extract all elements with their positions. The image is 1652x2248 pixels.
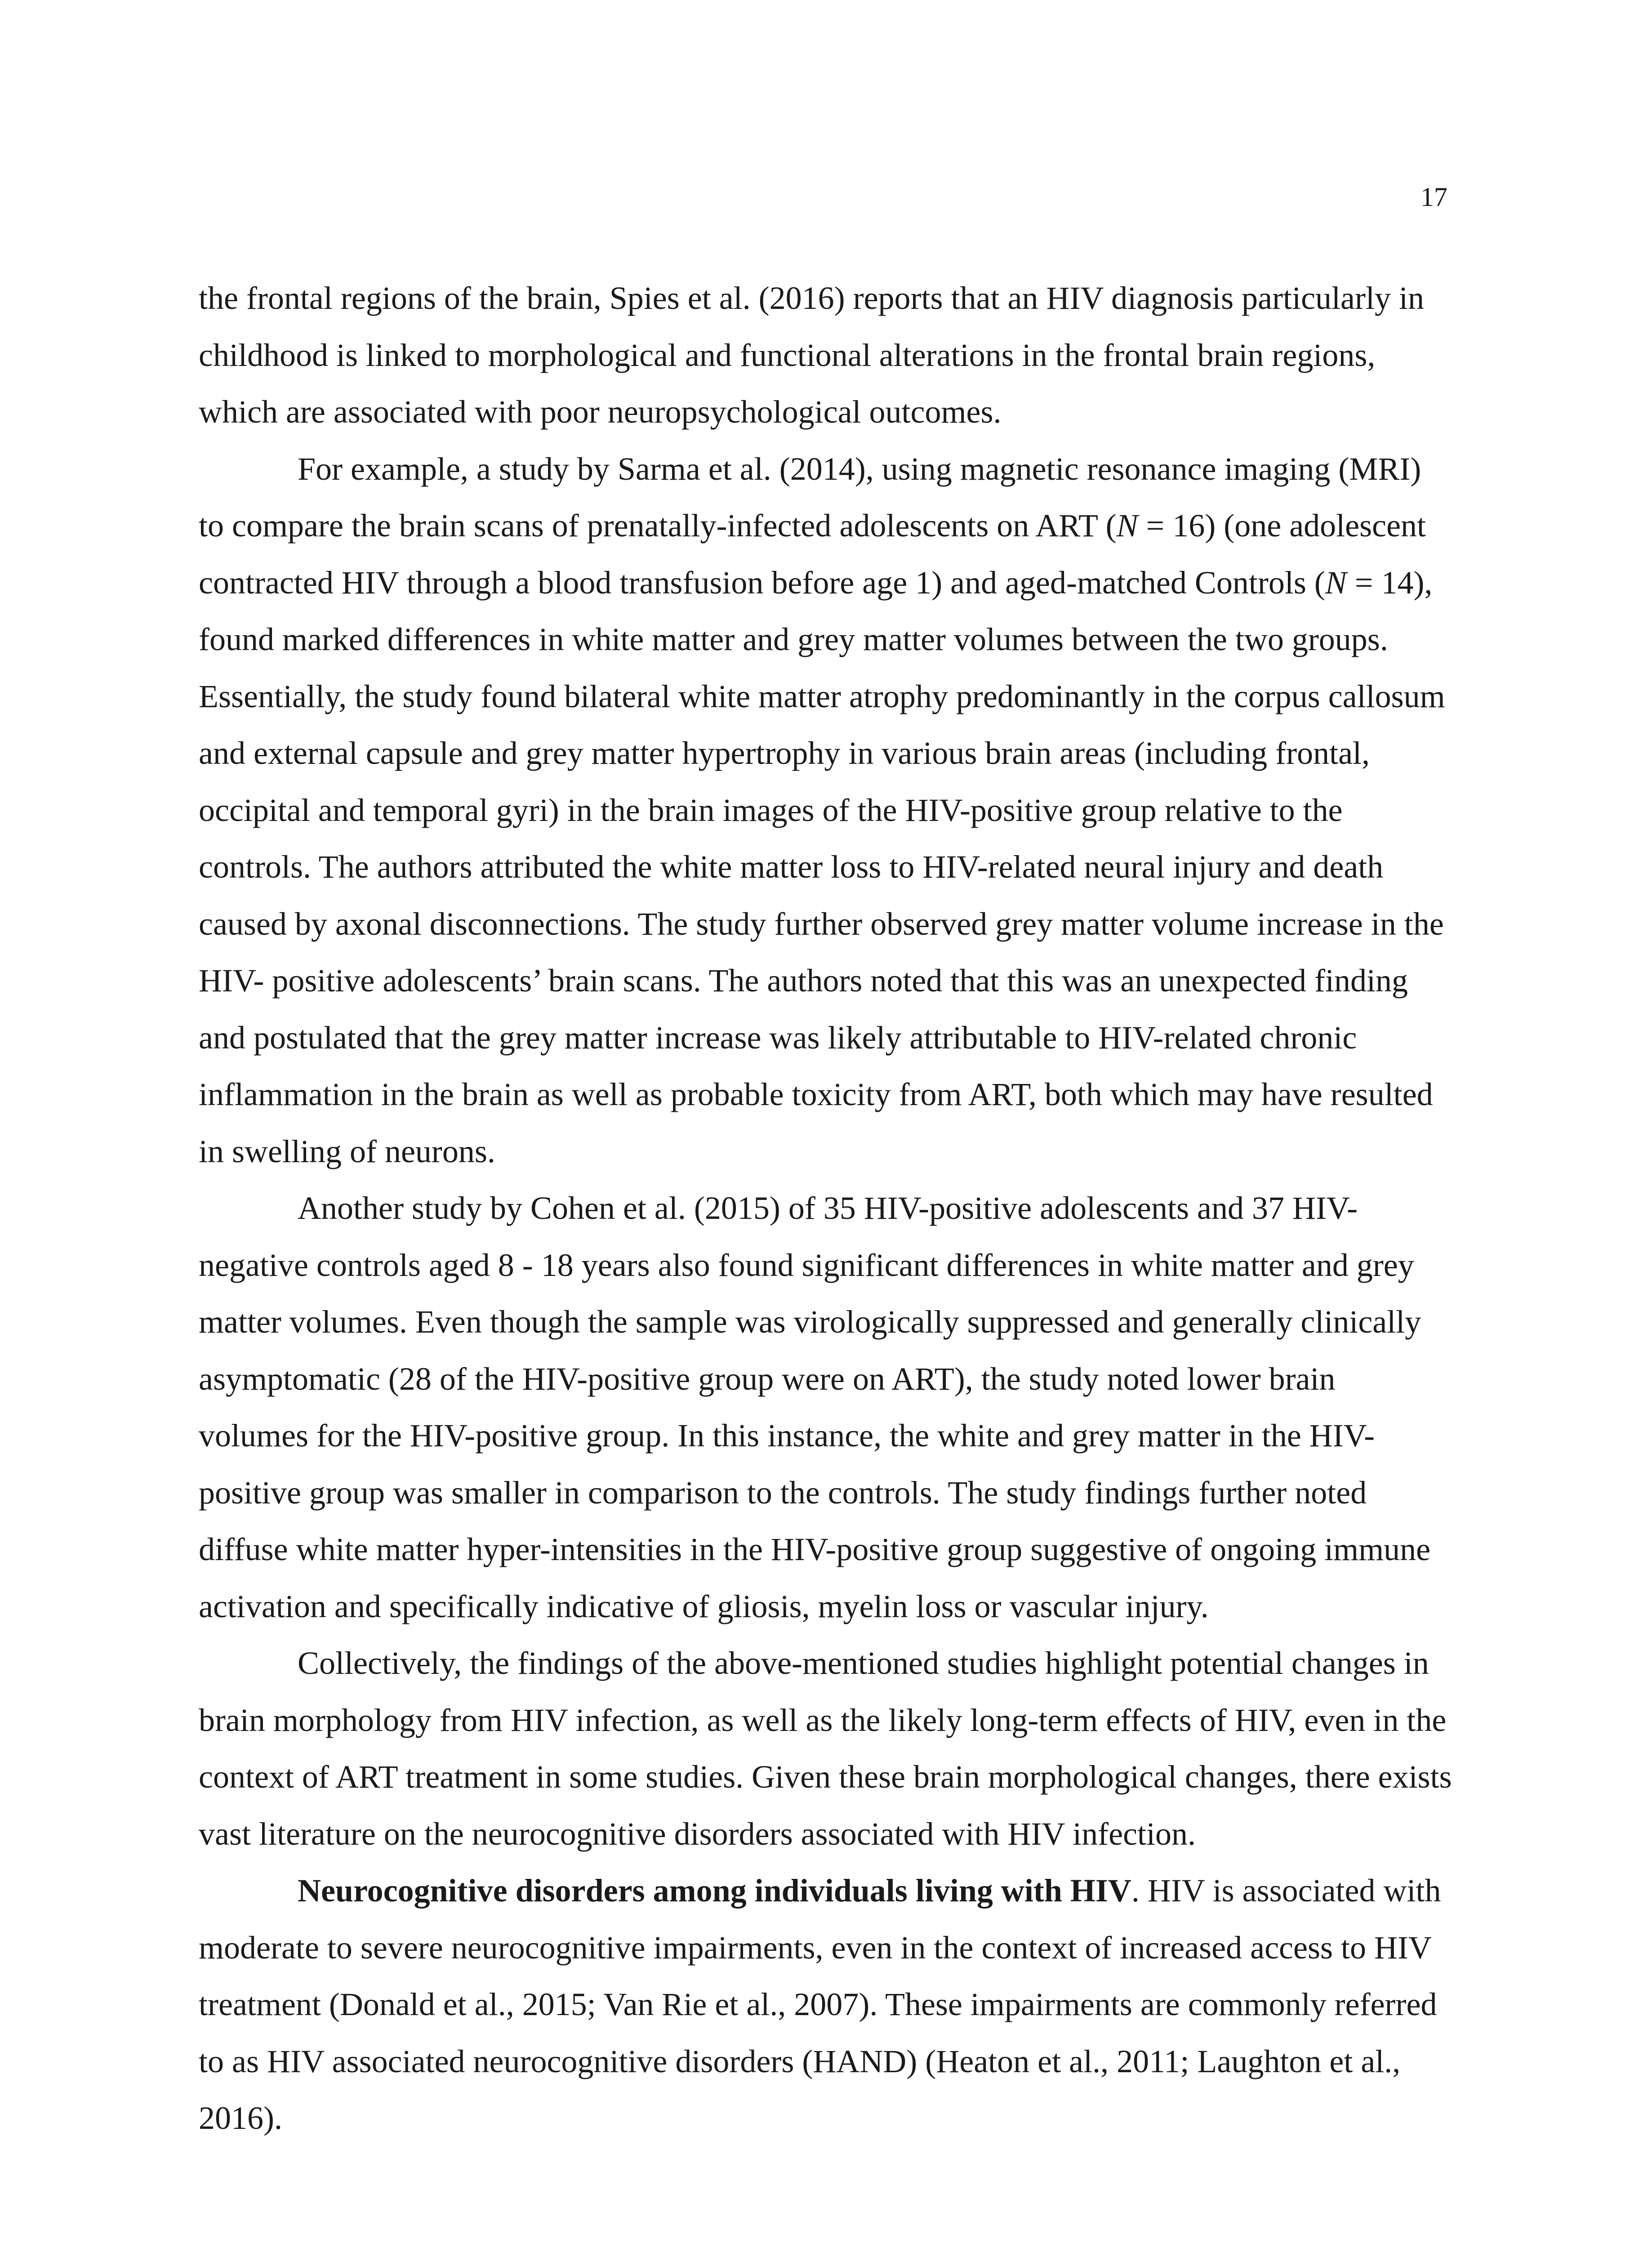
paragraph-text: = 16) (one adolescent contracted HIV through a blood transfusion before age 1) and aged-matched Controls ( <box>199 508 1426 601</box>
body-text <box>199 270 1453 2147</box>
paragraph-text: = 14), found marked differences in white matter and grey matter volumes between the two groups. Essentially, the study found bilateral white matter atrophy predominantly in the corpus callosum and external capsule and grey matter hypertrophy in various brain areas (including frontal, occipital and temporal gyri) in the brain images of the HIV-positive group relative to the controls. The authors attributed the white matter loss to HIV-related neural injury and death caused by axonal disconnections. The study further observed grey matter volume increase in the HIV- positive adolescents’ brain scans. The authors noted that this was an unexpected finding and postulated that the grey matter increase was likely attributable to HIV-related chronic inflammation in the brain as well as probable toxicity from ART, both which may have resulted in swelling of neurons. <box>199 564 1445 1169</box>
paragraph-text: the frontal regions of the brain, Spies et al. (2016) reports that an HIV diagnosis particularly in childhood is linked to morphological and functional alterations in the frontal brain regions, which are associated with poor neuropsychological outcomes. <box>199 280 1424 430</box>
sample-size-symbol: N <box>1116 508 1138 544</box>
paragraph <box>199 441 1453 1180</box>
paragraph <box>199 1862 1453 2147</box>
section-heading: Neurocognitive disorders among individuals living with HIV <box>298 1873 1131 1909</box>
paragraph-text: Another study by Cohen et al. (2015) of 35 HIV-positive adolescents and 37 HIV-negative controls aged 8 - 18 years also found significant differences in white matter and grey matter volumes. Even though the sample was virologically suppressed and generally clinically asymptomatic (28 of the HIV-positive group were on ART), the study noted lower brain volumes for the HIV-positive group. In this instance, the white and grey matter in the HIV-positive group was smaller in comparison to the controls. The study findings further noted diffuse white matter hyper-intensities in the HIV-positive group suggestive of ongoing immune activation and specifically indicative of gliosis, myelin loss or vascular injury. <box>199 1190 1431 1624</box>
paragraph <box>199 270 1453 441</box>
sample-size-symbol: N <box>1325 564 1347 601</box>
page-number: 17 <box>1420 182 1447 212</box>
paragraph-text: For example, a study by Sarma et al. (2014), using magnetic resonance imaging (MRI) to compare the brain scans of prenatally-infected adolescents on ART ( <box>199 450 1421 544</box>
paragraph-text: . HIV is associated with moderate to severe neurocognitive impairments, even in the context of increased access to HIV treatment (Donald et al., 2015; Van Rie et al., 2007). These impairments are commonly referred to as HIV associated neurocognitive disorders (HAND) (Heaton et al., 2011; Laughton et al., 2016). <box>199 1873 1441 2136</box>
paragraph <box>199 1635 1453 1862</box>
paragraph-text: Collectively, the findings of the above-mentioned studies highlight potential changes in brain morphology from HIV infection, as well as the likely long-term effects of HIV, even in the context of ART treatment in some studies. Given these brain morphological changes, there exists vast literature on the neurocognitive disorders associated with HIV infection. <box>199 1645 1452 1852</box>
paragraph <box>199 1180 1453 1635</box>
